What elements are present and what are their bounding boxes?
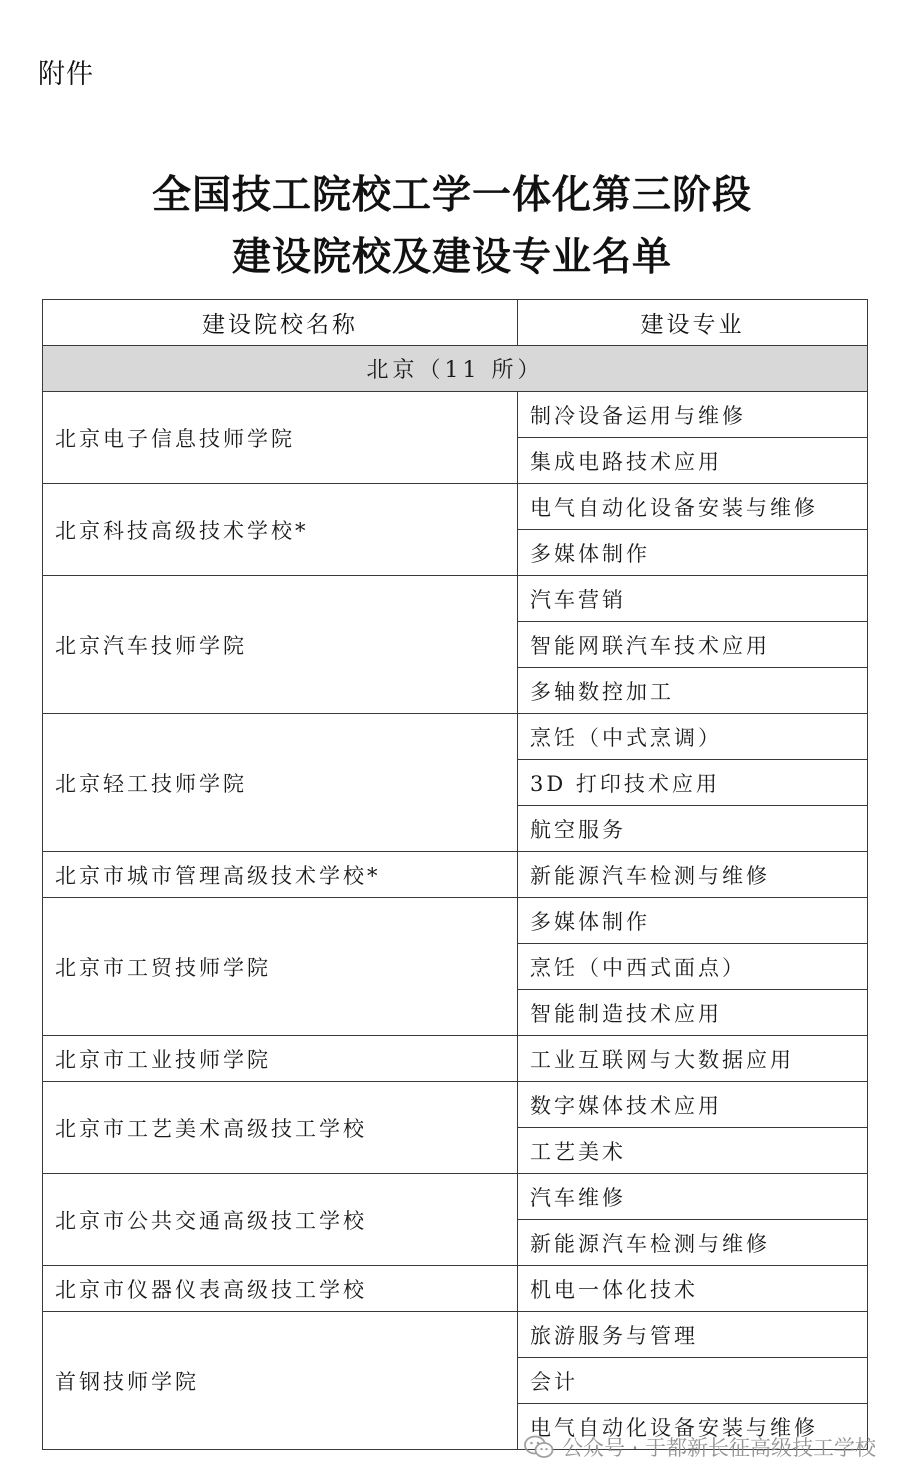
table-row [43,576,868,622]
table-row [43,392,868,438]
major-cell: 电气自动化设备安装与维修 [518,484,868,530]
school-name-cell: 北京汽车技师学院 [43,576,518,714]
school-name-cell: 北京市工业技师学院 [43,1036,518,1082]
major-cell: 航空服务 [518,806,868,852]
school-major-table [42,299,868,1450]
school-name-cell: 北京电子信息技师学院 [43,392,518,484]
major-cell: 多媒体制作 [518,530,868,576]
region-row [43,346,868,392]
major-cell: 会计 [518,1358,868,1404]
document-title-line-1: 全国技工院校工学一体化第三阶段 [151,173,752,218]
table-body [43,346,868,1450]
document-title-line-2: 建设院校及建设专业名单 [231,235,672,280]
major-cell: 新能源汽车检测与维修 [518,1220,868,1266]
table-row [43,1036,868,1082]
school-name-cell: 北京市城市管理高级技术学校* [43,852,518,898]
major-cell: 烹饪（中式烹调） [518,714,868,760]
region-label: 北京（11 所） [43,346,868,392]
attachment-label: 附件 [38,59,94,90]
table-row [43,1312,868,1358]
major-cell: 多媒体制作 [518,898,868,944]
major-cell: 工业互联网与大数据应用 [518,1036,868,1082]
major-cell: 数字媒体技术应用 [518,1082,868,1128]
table-row [43,714,868,760]
major-cell: 集成电路技术应用 [518,438,868,484]
major-cell: 3D 打印技术应用 [518,760,868,806]
table-row [43,1266,868,1312]
wechat-icon [524,1435,554,1459]
watermark [524,1430,876,1464]
major-cell: 智能制造技术应用 [518,990,868,1036]
table-header-row [43,300,868,346]
table-row [43,484,868,530]
school-name-cell: 首钢技师学院 [43,1312,518,1450]
school-name-cell: 北京市工艺美术高级技工学校 [43,1082,518,1174]
table-row [43,898,868,944]
major-cell: 旅游服务与管理 [518,1312,868,1358]
table-row [43,1174,868,1220]
school-name-cell: 北京市仪器仪表高级技工学校 [43,1266,518,1312]
major-cell: 电气自动化设备安装与维修 [518,1404,868,1450]
school-name-cell: 北京市公共交通高级技工学校 [43,1174,518,1266]
school-name-cell: 北京科技高级技术学校* [43,484,518,576]
major-cell: 新能源汽车检测与维修 [518,852,868,898]
table-row [43,852,868,898]
major-cell: 多轴数控加工 [518,668,868,714]
major-cell: 工艺美术 [518,1128,868,1174]
major-cell: 机电一体化技术 [518,1266,868,1312]
school-name-cell: 北京轻工技师学院 [43,714,518,852]
major-cell: 烹饪（中西式面点） [518,944,868,990]
major-cell: 汽车维修 [518,1174,868,1220]
major-cell: 制冷设备运用与维修 [518,392,868,438]
watermark-text: 公众号 · 于都新长征高级技工学校 [561,1436,876,1460]
major-cell: 汽车营销 [518,576,868,622]
school-name-cell: 北京市工贸技师学院 [43,898,518,1036]
table-row [43,1082,868,1128]
header-school-name: 建设院校名称 [43,300,518,346]
major-cell: 智能网联汽车技术应用 [518,622,868,668]
header-major: 建设专业 [518,300,868,346]
